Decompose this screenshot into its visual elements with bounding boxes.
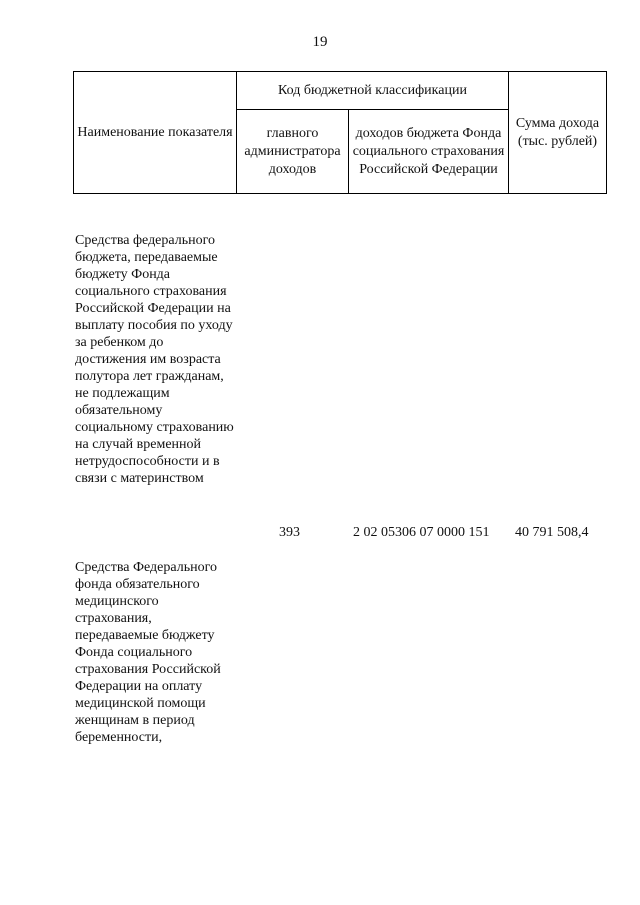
page-number: 19	[312, 34, 328, 50]
header-indicator-name: Наименование показателя	[74, 72, 237, 194]
row-1-revenue-code: 2 02 05306 07 0000 151	[353, 525, 490, 540]
header-fund-budget-revenue: доходов бюджета Фонда социального страхования Российской Федерации	[349, 110, 509, 194]
row-1-name: Средства федерального бюджета, передаваемые бюджету Фонда социального страхования Российской Федерации на выплату пособия по уходу за ребенком до достижения им возраста полутора лет гражданам, не подлежащим обязательному социальному страхованию на случай временной нетрудоспособности и в связи с материнством	[75, 233, 234, 486]
table-header	[73, 71, 607, 194]
row-1-amount: 40 791 508,4	[515, 525, 589, 540]
header-budget-class-code: Код бюджетной классификации	[237, 72, 509, 110]
row-2-name: Средства Федерального фонда обязательного медицинского страхования, передаваемые бюджету Фонда социального страхования Российской Федерации на оплату медицинской помощи женщинам в период беременности,	[75, 560, 221, 745]
row-1-admin-code: 393	[279, 525, 300, 540]
header-revenue-sum: Сумма дохода (тыс. рублей)	[509, 72, 607, 194]
header-chief-admin: главного администратора доходов	[237, 110, 349, 194]
